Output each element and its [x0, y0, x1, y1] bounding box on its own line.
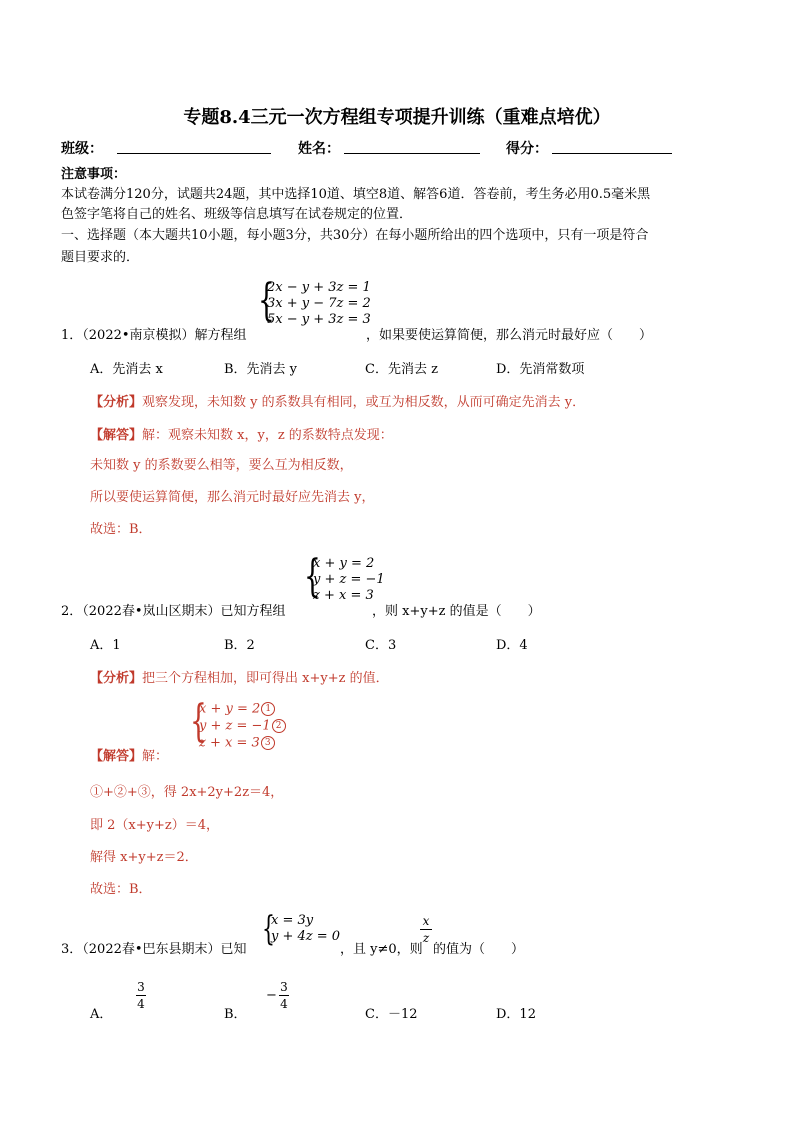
analysis-tag: 【分析】	[90, 671, 143, 686]
equation: x = 3y	[271, 913, 314, 928]
answer-text: 解：	[142, 749, 169, 764]
q3-stem-mid: ，且 y≠0，则	[340, 942, 423, 957]
notice-line: 本试卷满分120分，试题共24题，其中选择10道、填空8道、解答6道．答卷前，考生务必用0.5毫米黑	[61, 187, 651, 202]
answer-text: 解：观察未知数 x，y，z 的系数特点发现：	[142, 428, 393, 443]
page-title: 专题8.4三元一次方程组专项提升训练（重难点培优）	[183, 107, 611, 128]
q1-stem-pre: 1．（2022•南京模拟）解方程组	[61, 328, 247, 343]
score-label: 得分：	[506, 141, 548, 157]
q2-equation-system: { x + y = 2 y + z = −1 z + x = 3	[304, 551, 385, 603]
numerator: x	[422, 914, 430, 928]
equation: z + x = 3	[313, 588, 374, 603]
analysis-text: 把三个方程相加，即可得出 x+y+z 的值．	[142, 671, 389, 686]
q1-option-a[interactable]: A．先消去 x	[90, 362, 163, 377]
class-blank[interactable]	[117, 153, 271, 154]
q2-analysis	[90, 667, 389, 686]
equation: y + 4z = 0	[271, 929, 341, 944]
q3-option-a-fraction	[136, 980, 146, 1011]
equation: 5x − y + 3z = 3	[267, 312, 371, 327]
analysis-text: 观察发现，未知数 y 的系数具有相同，或互为相反数，从而可确定先消去 y．	[142, 395, 586, 410]
q2-answer-line: ①+②+③，得 2x+2y+2z＝4，	[90, 785, 284, 800]
denominator: 4	[137, 997, 145, 1011]
notice-heading: 注意事项：	[61, 167, 127, 182]
equation: y + z = −1	[313, 572, 385, 587]
class-label: 班级：	[61, 141, 103, 157]
section-heading: 一、选择题（本大题共10小题，每小题3分，共30分）在每小题所给出的四个选项中，只有一项是符合	[61, 228, 649, 243]
equation: y + z = −1	[199, 718, 271, 734]
circled-number: 1	[261, 702, 275, 716]
q2-answer-line: 即 2（x+y+z）＝4，	[90, 818, 219, 833]
q1-option-b[interactable]: B．先消去 y	[224, 362, 298, 377]
answer-tag: 【解答】	[90, 749, 143, 764]
q3-stem-post: 的值为（ ）	[433, 942, 525, 957]
q3-stem-pre: 3．（2022春•巴东县期末）已知	[61, 942, 247, 957]
score-blank[interactable]	[552, 153, 672, 154]
q1-answer-line	[90, 424, 393, 443]
q3-option-d[interactable]: D．12	[496, 1007, 536, 1022]
q3-fraction	[420, 914, 432, 945]
q2-answer-system: { x + y = 2 1 y + z = −1 2 z + x = 3 3	[190, 702, 300, 750]
q2-option-c[interactable]: C．3	[365, 638, 397, 653]
q2-option-d[interactable]: D．4	[496, 638, 528, 653]
equation: x + y = 2	[199, 701, 261, 717]
numerator: 3	[280, 980, 288, 994]
q1-stem-post: ，如果要使运算简便，那么消元时最好应（ ）	[366, 328, 653, 343]
q1-answer-line: 未知数 y 的系数要么相等，要么互为相反数，	[90, 458, 353, 473]
circled-number: 2	[272, 719, 286, 733]
q3-option-c[interactable]: C．－12	[365, 1007, 418, 1022]
q2-option-b[interactable]: B．2	[224, 638, 255, 653]
q1-analysis	[90, 391, 585, 410]
answer-tag: 【解答】	[90, 428, 143, 443]
q1-equation-system: { 2x − y + 3z = 1 3x + y − 7z = 2 5x − y + 3z = 3	[258, 275, 371, 327]
name-label: 姓名：	[298, 141, 340, 157]
equation: x + y = 2	[313, 556, 375, 571]
q3-option-b-fraction	[279, 980, 289, 1011]
q1-option-c[interactable]: C．先消去 z	[365, 362, 438, 377]
q2-option-a[interactable]: A．1	[90, 638, 121, 653]
q3-option-a[interactable]: A．	[90, 1007, 113, 1022]
q1-option-d[interactable]: D．先消常数项	[496, 362, 585, 377]
q2-answer-line: 解得 x+y+z＝2．	[90, 850, 198, 865]
q1-answer-line: 故选：B．	[90, 522, 152, 537]
notice-line: 色签字笔将自己的姓名、班级等信息填写在试卷规定的位置．	[61, 207, 413, 222]
name-blank[interactable]	[344, 153, 480, 154]
section-heading: 题目要求的．	[61, 250, 140, 265]
denominator: 4	[280, 997, 288, 1011]
q2-stem-post: ，则 x+y+z 的值是（ ）	[372, 604, 541, 619]
q2-answer-line: 故选：B．	[90, 882, 152, 897]
equation: z + x = 3	[199, 735, 260, 751]
q2-answer-line	[90, 745, 168, 764]
q3-equation-system: { x = 3y y + 4z = 0	[262, 909, 341, 949]
circled-number: 3	[261, 736, 275, 750]
minus-sign: −	[266, 988, 277, 1003]
numerator: 3	[137, 980, 145, 994]
q1-answer-line: 所以要使运算简便，那么消元时最好应先消去 y，	[90, 490, 375, 505]
equation: 3x + y − 7z = 2	[267, 296, 371, 311]
q3-option-b[interactable]: B．	[224, 1007, 247, 1022]
analysis-tag: 【分析】	[90, 395, 143, 410]
equation: 2x − y + 3z = 1	[267, 280, 371, 295]
q2-stem-pre: 2．（2022春•岚山区期末）已知方程组	[61, 604, 286, 619]
denominator: z	[422, 931, 430, 945]
